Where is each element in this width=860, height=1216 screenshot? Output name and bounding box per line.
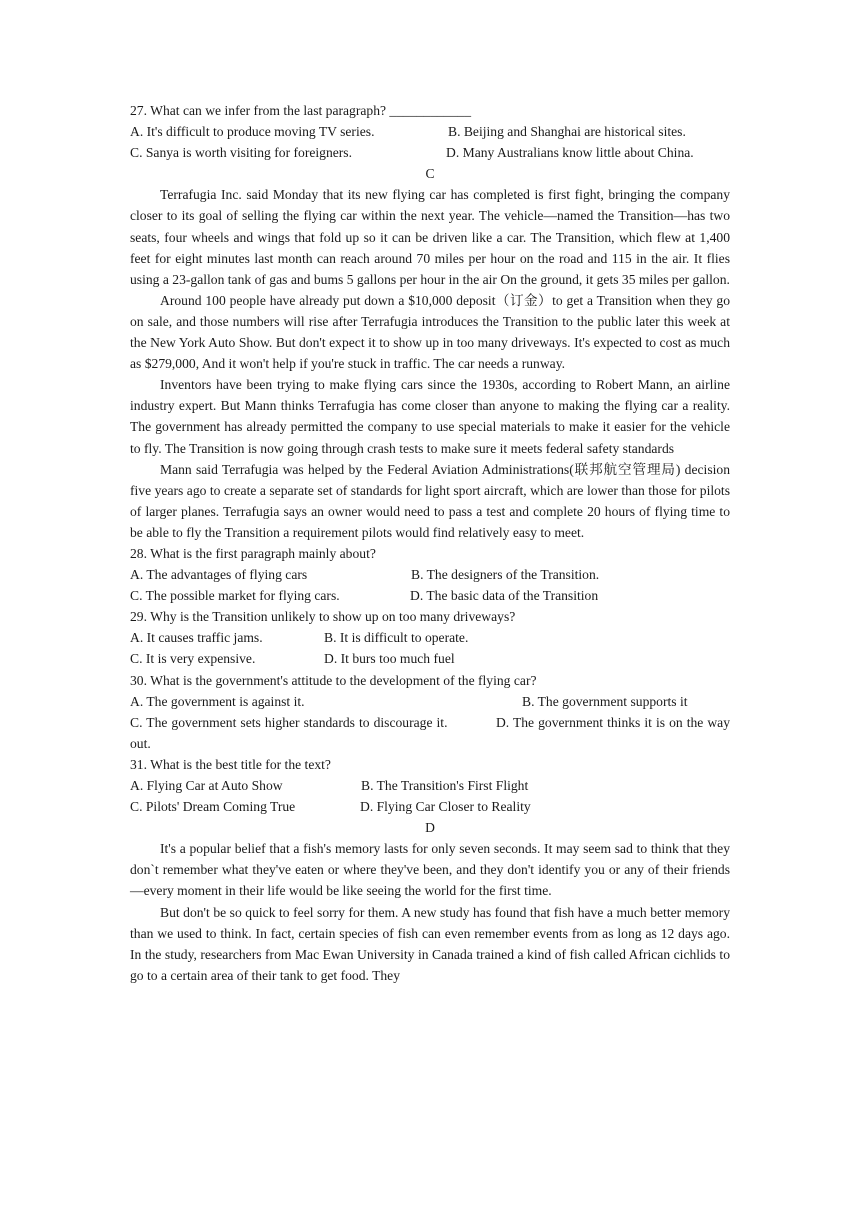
question-31-options-row-1 bbox=[130, 775, 730, 796]
option-28b: B. The designers of the Transition. bbox=[411, 567, 600, 583]
option-28d: D. The basic data of the Transition bbox=[410, 588, 599, 604]
question-31: 31. What is the best title for the text? bbox=[130, 756, 331, 772]
question-28-options-row-2 bbox=[130, 585, 730, 606]
option-31b: B. The Transition's First Flight bbox=[361, 778, 529, 793]
option-27b: B. Beijing and Shanghai are historical sites. bbox=[448, 124, 686, 140]
option-29d: D. It burs too much fuel bbox=[324, 651, 455, 667]
section-d-heading: D bbox=[425, 820, 435, 836]
option-28a: A. The advantages of flying cars bbox=[130, 567, 308, 583]
option-31d: D. Flying Car Closer to Reality bbox=[360, 799, 531, 815]
question-27-options-row-1 bbox=[130, 121, 730, 142]
option-30b: B. The government supports it bbox=[522, 693, 688, 709]
section-c-paragraph-1: Terrafugia Inc. said Monday that its new flying car has completed is first fight, bringing the company closer to its goal of selling the flying car within the next year. The vehicle—named the Transition—has two seats, four wheels and wings that fold up so it can be driven like a car. The Transition, which flew at 1,400 feet for eight minutes last month can reach around 70 miles per hour on the road and 115 in the air. It flies using a 23-gallon tank of gas and bums 5 gallons per hour in the air On the ground, it gets 35 miles per gallon. bbox=[130, 187, 730, 287]
question-29: 29. Why is the Transition unlikely to show up on too many driveways? bbox=[130, 609, 516, 625]
document-page bbox=[130, 100, 734, 986]
option-29b: B. It is difficult to operate. bbox=[324, 630, 469, 646]
option-27c: C. Sanya is worth visiting for foreigners. bbox=[130, 145, 353, 161]
question-27: 27. What can we infer from the last paragraph? ____________ bbox=[130, 103, 471, 118]
question-30-options-row-1 bbox=[130, 691, 730, 712]
option-30cd: C. The government sets higher standards to discourage it. D. The government thinks it is on the way out. bbox=[130, 714, 734, 751]
question-28: 28. What is the first paragraph mainly about? bbox=[130, 545, 376, 561]
section-d-paragraph-2: But don't be so quick to feel sorry for them. A new study has found that fish have a much better memory than we used to think. In fact, certain species of fish can even remember events from as long as 12 days ago. In the study, researchers from Mac Ewan University in Canada trained a kind of fish called African cichlids to go to a certain area of their tank to get food. They bbox=[130, 904, 730, 983]
question-29-options-row-2 bbox=[130, 648, 730, 669]
section-c-paragraph-3: Inventors have been trying to make flying cars since the 1930s, according to Robert Mann, an airline industry expert. But Mann thinks Terrafugia has come closer than anyone to making the flying car a reality. The government has already permitted the company to use special materials to make it easier for the vehicle to fly. The Transition is now going through crash tests to make sure it meets federal safety standards bbox=[130, 377, 730, 456]
section-c-heading: C bbox=[425, 166, 435, 182]
question-31-options-row-2 bbox=[130, 796, 730, 817]
option-27a: A. It's difficult to produce moving TV series. bbox=[130, 124, 375, 140]
option-30a: A. The government is against it. bbox=[130, 693, 305, 709]
option-31c: C. Pilots' Dream Coming True bbox=[130, 799, 296, 815]
question-29-options-row-1 bbox=[130, 627, 730, 648]
option-29a: A. It causes traffic jams. bbox=[130, 630, 263, 646]
section-c-paragraph-4: Mann said Terrafugia was helped by the Federal Aviation Administrations(联邦航空管理局) decision five years ago to create a separate set of standards for light sport aircraft, which are lower than those for pilots of larger planes. Terrafugia says an owner would need to pass a test and complete 20 hours of flying time to be able to fly the Transition a requirement pilots would find relatively easy to meet. bbox=[130, 461, 730, 540]
question-28-options-row-1 bbox=[130, 564, 730, 585]
section-d-paragraph-1: It's a popular belief that a fish's memory lasts for only seven seconds. It may seem sad to think that they don`t remember what they've eaten or where they've been, and they don't identify you or any of their friends—every moment in their life would be like seeing the world for the first time. bbox=[130, 841, 730, 899]
option-27d: D. Many Australians know little about China. bbox=[446, 145, 694, 161]
section-c-paragraph-2: Around 100 people have already put down a $10,000 deposit（订金）to get a Transition when they go on sale, and those numbers will rise after Terrafugia introduces the Transition to the public later this week at the New York Auto Show. But don't expect it to show up in too many driveways. It's expected to cost as much as $279,000, And it won't help if you're stuck in traffic. The car needs a runway. bbox=[130, 292, 730, 372]
option-29c: C. It is very expensive. bbox=[130, 651, 256, 667]
question-27-options-row-2 bbox=[130, 142, 730, 163]
option-31a: A. Flying Car at Auto Show bbox=[130, 778, 283, 793]
option-28c: C. The possible market for flying cars. bbox=[130, 588, 340, 604]
question-30: 30. What is the government's attitude to the development of the flying car? bbox=[130, 672, 537, 688]
